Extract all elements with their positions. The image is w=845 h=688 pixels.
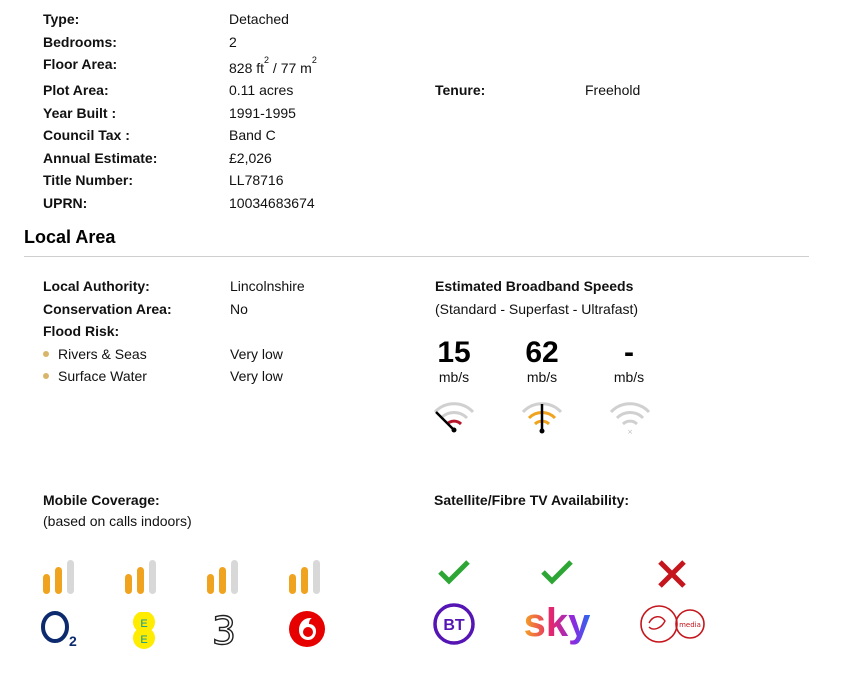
title-number-value: LL78716: [229, 172, 284, 188]
svg-text:3: 3: [211, 610, 237, 648]
sky-logo-icon: [520, 600, 594, 648]
council-tax-value: Band C: [229, 127, 276, 143]
signal-bars-o2-icon: [43, 560, 79, 594]
three-logo-icon: [208, 610, 240, 648]
surface-water-label: Surface Water: [58, 368, 147, 384]
surface-water-value: Very low: [230, 368, 283, 384]
speed-superfast-value: 62: [525, 336, 559, 369]
conservation-area-value: No: [230, 301, 248, 317]
speed-superfast-unit: mb/s: [526, 369, 558, 385]
local-authority-value: Lincolnshire: [230, 278, 305, 294]
speed-ultrafast-unit: mb/s: [613, 369, 645, 385]
annual-estimate-value: £2,026: [229, 150, 272, 166]
svg-text:2: 2: [69, 633, 77, 649]
signal-bars-vodafone-icon: [289, 560, 325, 594]
bullet-icon: [43, 373, 49, 379]
bt-logo-icon: [432, 602, 476, 646]
mobile-coverage-subtitle: (based on calls indoors): [43, 513, 192, 529]
signal-bars-ee-icon: [125, 560, 161, 594]
uprn-label: UPRN:: [43, 195, 88, 211]
tenure-label: Tenure:: [435, 82, 486, 98]
conservation-area-label: Conservation Area:: [43, 301, 172, 317]
wifi-gauge-medium-icon: [520, 400, 564, 436]
wifi-gauge-low-icon: [432, 400, 476, 436]
speed-ultrafast-value: -: [624, 336, 634, 369]
type-label: Type:: [43, 11, 80, 27]
floor-area-exp-m: 2: [311, 55, 317, 66]
speed-standard-unit: mb/s: [438, 369, 470, 385]
signal-bars-three-icon: [207, 560, 243, 594]
svg-text:BT: BT: [443, 617, 465, 634]
bedrooms-value: 2: [229, 34, 237, 50]
mobile-coverage-title: Mobile Coverage:: [43, 492, 160, 508]
tenure-value: Freehold: [585, 82, 641, 98]
flood-risk-label: Flood Risk:: [43, 323, 120, 339]
svg-text:E: E: [140, 618, 148, 630]
check-icon: [540, 558, 574, 586]
rivers-seas-value: Very low: [230, 346, 283, 362]
check-icon: [437, 558, 471, 586]
svg-text:×: ×: [627, 428, 633, 436]
plot-area-value: 0.11 acres: [229, 82, 294, 98]
rivers-seas-label: Rivers & Seas: [58, 346, 147, 362]
council-tax-label: Council Tax :: [43, 127, 130, 143]
floor-area-label: Floor Area:: [43, 56, 118, 72]
cross-icon: [656, 559, 688, 589]
tv-title: Satellite/Fibre TV Availability:: [434, 492, 630, 508]
section-divider: [24, 256, 809, 257]
annual-estimate-label: Annual Estimate:: [43, 150, 158, 166]
svg-text:media: media: [679, 621, 701, 629]
bedrooms-label: Bedrooms:: [43, 34, 117, 50]
speed-standard-value: 15: [437, 336, 471, 369]
o2-logo-icon: [40, 609, 82, 649]
bullet-icon: [43, 351, 49, 357]
broadband-title: Estimated Broadband Speeds: [435, 278, 634, 294]
virgin-media-logo-icon: [639, 603, 707, 645]
ee-logo-icon: [130, 612, 158, 650]
svg-text:sky: sky: [523, 601, 591, 645]
title-number-label: Title Number:: [43, 172, 133, 188]
wifi-gauge-none-icon: [608, 400, 652, 436]
type-value: Detached: [229, 11, 289, 27]
year-built-label: Year Built :: [43, 105, 117, 121]
plot-area-label: Plot Area:: [43, 82, 109, 98]
uprn-value: 10034683674: [229, 195, 315, 211]
year-built-value: 1991-1995: [229, 105, 296, 121]
floor-area-value: 828 $ft^2 / 77$ $m^2$: [229, 55, 317, 76]
local-authority-label: Local Authority:: [43, 278, 150, 294]
svg-text:E: E: [140, 634, 148, 646]
vodafone-logo-icon: [288, 610, 326, 648]
broadband-subtitle: (Standard - Superfast - Ultrafast): [435, 301, 639, 317]
local-area-title: Local Area: [24, 227, 116, 247]
